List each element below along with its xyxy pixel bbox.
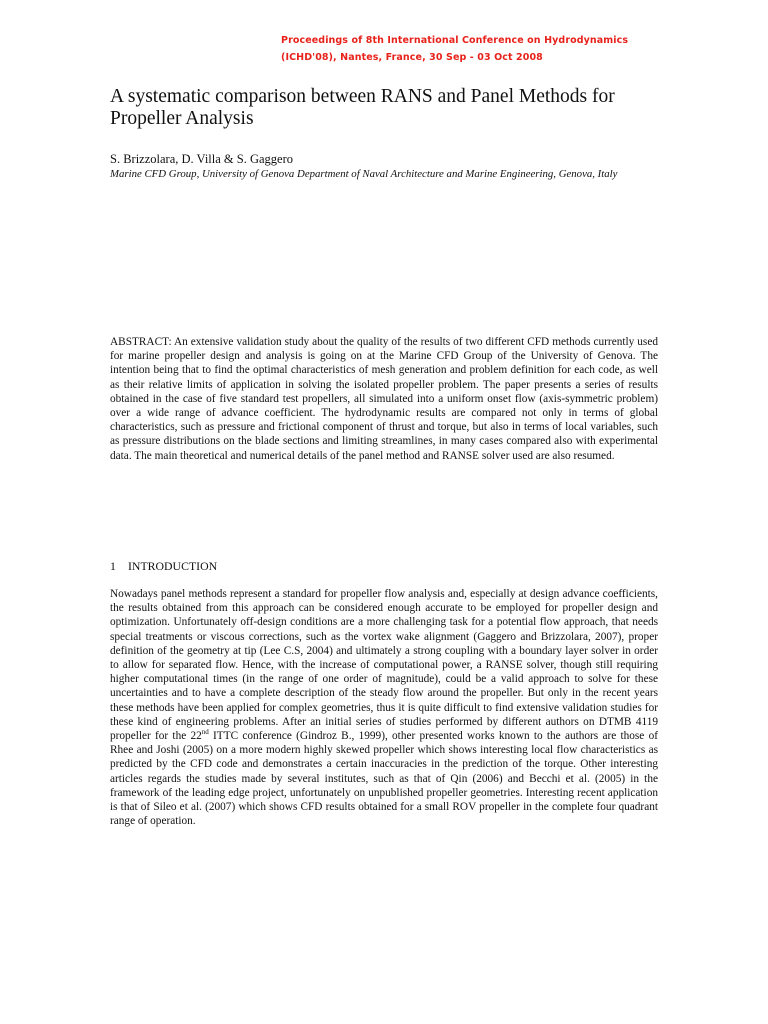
conference-header-line-1: Proceedings of 8th International Conference on Hydrodynamics bbox=[281, 35, 629, 46]
section-heading-introduction bbox=[110, 559, 217, 574]
introduction-text-part-1: Nowadays panel methods represent a standard for propeller flow analysis and, especially at design advance coefficients, the results obtained from this approach can be considered enough accurate to be employed for propeller design and optimization. Unfortunately off-design conditions are a more challenging task for a potential flow approach, that needs special treatments or viscous corrections, such as the vortex wake alignment (Gaggero and Brizzolara, 2007), proper definition of the geometry at tip (Lee C.S, 2004) and ultimately a strong coupling with a boundary layer solver in order to allow for separated flow. Hence, with the increase of computational power, a RANSE solver, though still requiring higher computational times (in the range of one order of magnitude), could be a valid approach to solve for these uncertainties and to have a complete description of the steady flow around the propeller. But only in the recent years these methods have been applied for complex geometries, thus it is quite difficult to find extensive validation studies for these kind of engineering problems. After an initial series of studies performed by different authors on DTMB 4119 propeller for the 22 bbox=[110, 588, 658, 743]
conference-header-line-2: (ICHD'08), Nantes, France, 30 Sep - 03 Oct 2008 bbox=[281, 52, 543, 63]
paper-affiliation: Marine CFD Group, University of Genova Department of Naval Architecture and Marine Engineering, Genova, Italy bbox=[110, 168, 618, 180]
abstract-paragraph: ABSTRACT: An extensive validation study about the quality of the results of two different CFD methods currently used for marine propeller design and analysis is going on at the Marine CFD Group of the University of Genova. The intention being that to find the optimal characteristics of mesh generation and problem definition for each code, as well as their relative limits of application in solving the isolated propeller problem. The paper presents a series of results obtained in the case of five standard test propellers, all simulated into a uniform onset flow (axis-symmetric problem) over a wide range of advance coefficient. The hydrodynamic results are compared not only in terms of global characteristics, such as pressure and frictional component of thrust and torque, but also in terms of local variables, such as pressure distributions on the blade sections and limiting streamlines, in many cases compared also with experimental data. The main theoretical and numerical details of the panel method and RANSE solver used are also resumed. bbox=[110, 336, 658, 462]
introduction-paragraph bbox=[110, 587, 658, 828]
paper-authors: S. Brizzolara, D. Villa & S. Gaggero bbox=[110, 152, 294, 166]
conference-header bbox=[281, 32, 681, 66]
ordinal-superscript: nd bbox=[201, 728, 209, 737]
section-number: 1 bbox=[110, 559, 116, 573]
paper-title: A systematic comparison between RANS and Panel Methods for Propeller Analysis bbox=[110, 86, 615, 129]
introduction-text-part-2: ITTC conference (Gindroz B., 1999), other presented works known to the authors are those of Rhee and Joshi (2005) on a more modern highly skewed propeller which shows interesting local flow characteristics as predicted by the CFD code and demonstrates a certain inaccuracies in the prediction of the torque. Other interesting articles regards the studies made by several institutes, such as that of Qin (2006) and Becchi et al. (2005) in the framework of the leading edge project, unfortunately on unpublished propeller geometries. Interesting recent application is that of Sileo et al. (2007) which shows CFD results obtained for a small ROV propeller in the complete four quadrant range of operation. bbox=[110, 730, 658, 828]
section-title: INTRODUCTION bbox=[128, 559, 218, 573]
